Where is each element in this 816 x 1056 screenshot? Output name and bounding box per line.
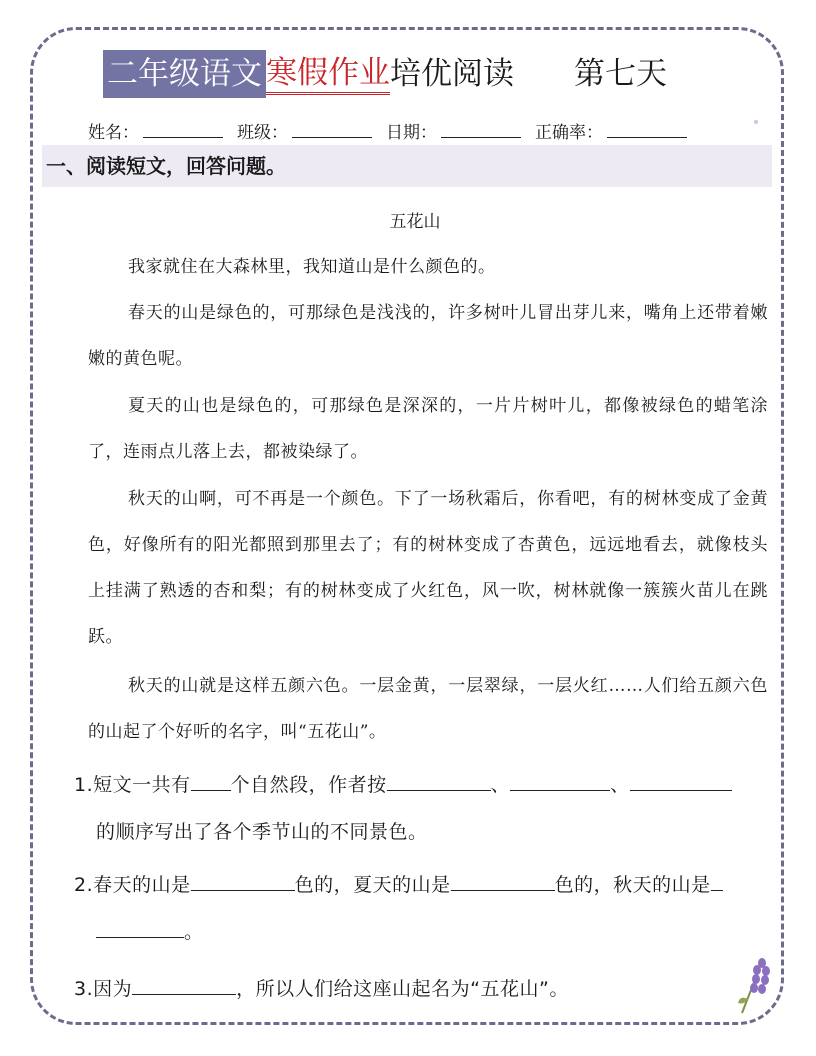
title-grade-subject: 二年级语文 (103, 50, 266, 98)
article-title: 五花山 (389, 212, 441, 232)
paragraph-5: 秋天的山就是这样五颜六色。一层金黄，一层翠绿，一层火红……人们给五颜六色的山起了个好听的名字，叫“五花山”。 (88, 676, 768, 742)
question-3: 3.因为 ，所以人们给这座山起名为“五花山”。 (74, 966, 774, 1013)
class-field[interactable]: 班级： (237, 118, 372, 143)
answer-blank[interactable] (630, 768, 732, 791)
date-field[interactable]: 日期： (386, 118, 521, 143)
question-1: 1.短文一共有 个自然段，作者按 、 、 的顺序写出了各个季节山的不同景色。 (74, 762, 774, 856)
title-reading: 培优阅读 (390, 56, 514, 92)
page-title (103, 50, 667, 98)
answer-blank[interactable] (96, 915, 184, 938)
decor-dot-icon (752, 118, 760, 126)
answer-blank[interactable] (387, 768, 491, 791)
student-info-row (88, 118, 687, 143)
answer-blank[interactable] (191, 768, 231, 791)
title-day-label: 第七天 (574, 56, 667, 92)
answer-blank[interactable] (132, 972, 236, 995)
answer-blank[interactable] (191, 868, 295, 891)
paragraph-4: 秋天的山啊，可不再是一个颜色。下了一场秋霜后，你看吧，有的树林变成了金黄色，好像所有的阳光都照到那里去了；有的树林变成了杏黄色，远远地看去，就像枝头上挂满了熟透的杏和梨；有的树林变成了火红色，风一吹，树林就像一簇簇火苗儿在跳跃。 (88, 489, 768, 647)
name-field[interactable]: 姓名： (88, 118, 223, 143)
paragraph-2: 春天的山是绿色的，可那绿色是浅浅的，许多树叶儿冒出芽儿来，嘴角上还带着嫩嫩的黄色呢。 (88, 303, 768, 369)
accuracy-field[interactable]: 正确率： (535, 118, 687, 143)
answer-blank[interactable] (451, 868, 555, 891)
answer-blank[interactable] (711, 868, 723, 891)
answer-blank[interactable] (510, 768, 610, 791)
paragraph-3: 夏天的山也是绿色的，可那绿色是深深的，一片片树叶儿，都像被绿色的蜡笔涂了，连雨点儿落上去，都被染绿了。 (88, 396, 768, 462)
lavender-flower-icon (736, 955, 776, 1015)
title-winter-homework: 寒假作业 (266, 54, 390, 95)
question-2: 2.春天的山是 色的，夏天的山是 色的，秋天的山是 。 (74, 862, 774, 956)
section-heading: 一、阅读短文，回答问题。 (42, 145, 772, 187)
paragraph-1: 我家就住在大森林里，我知道山是什么颜色的。 (128, 257, 496, 277)
